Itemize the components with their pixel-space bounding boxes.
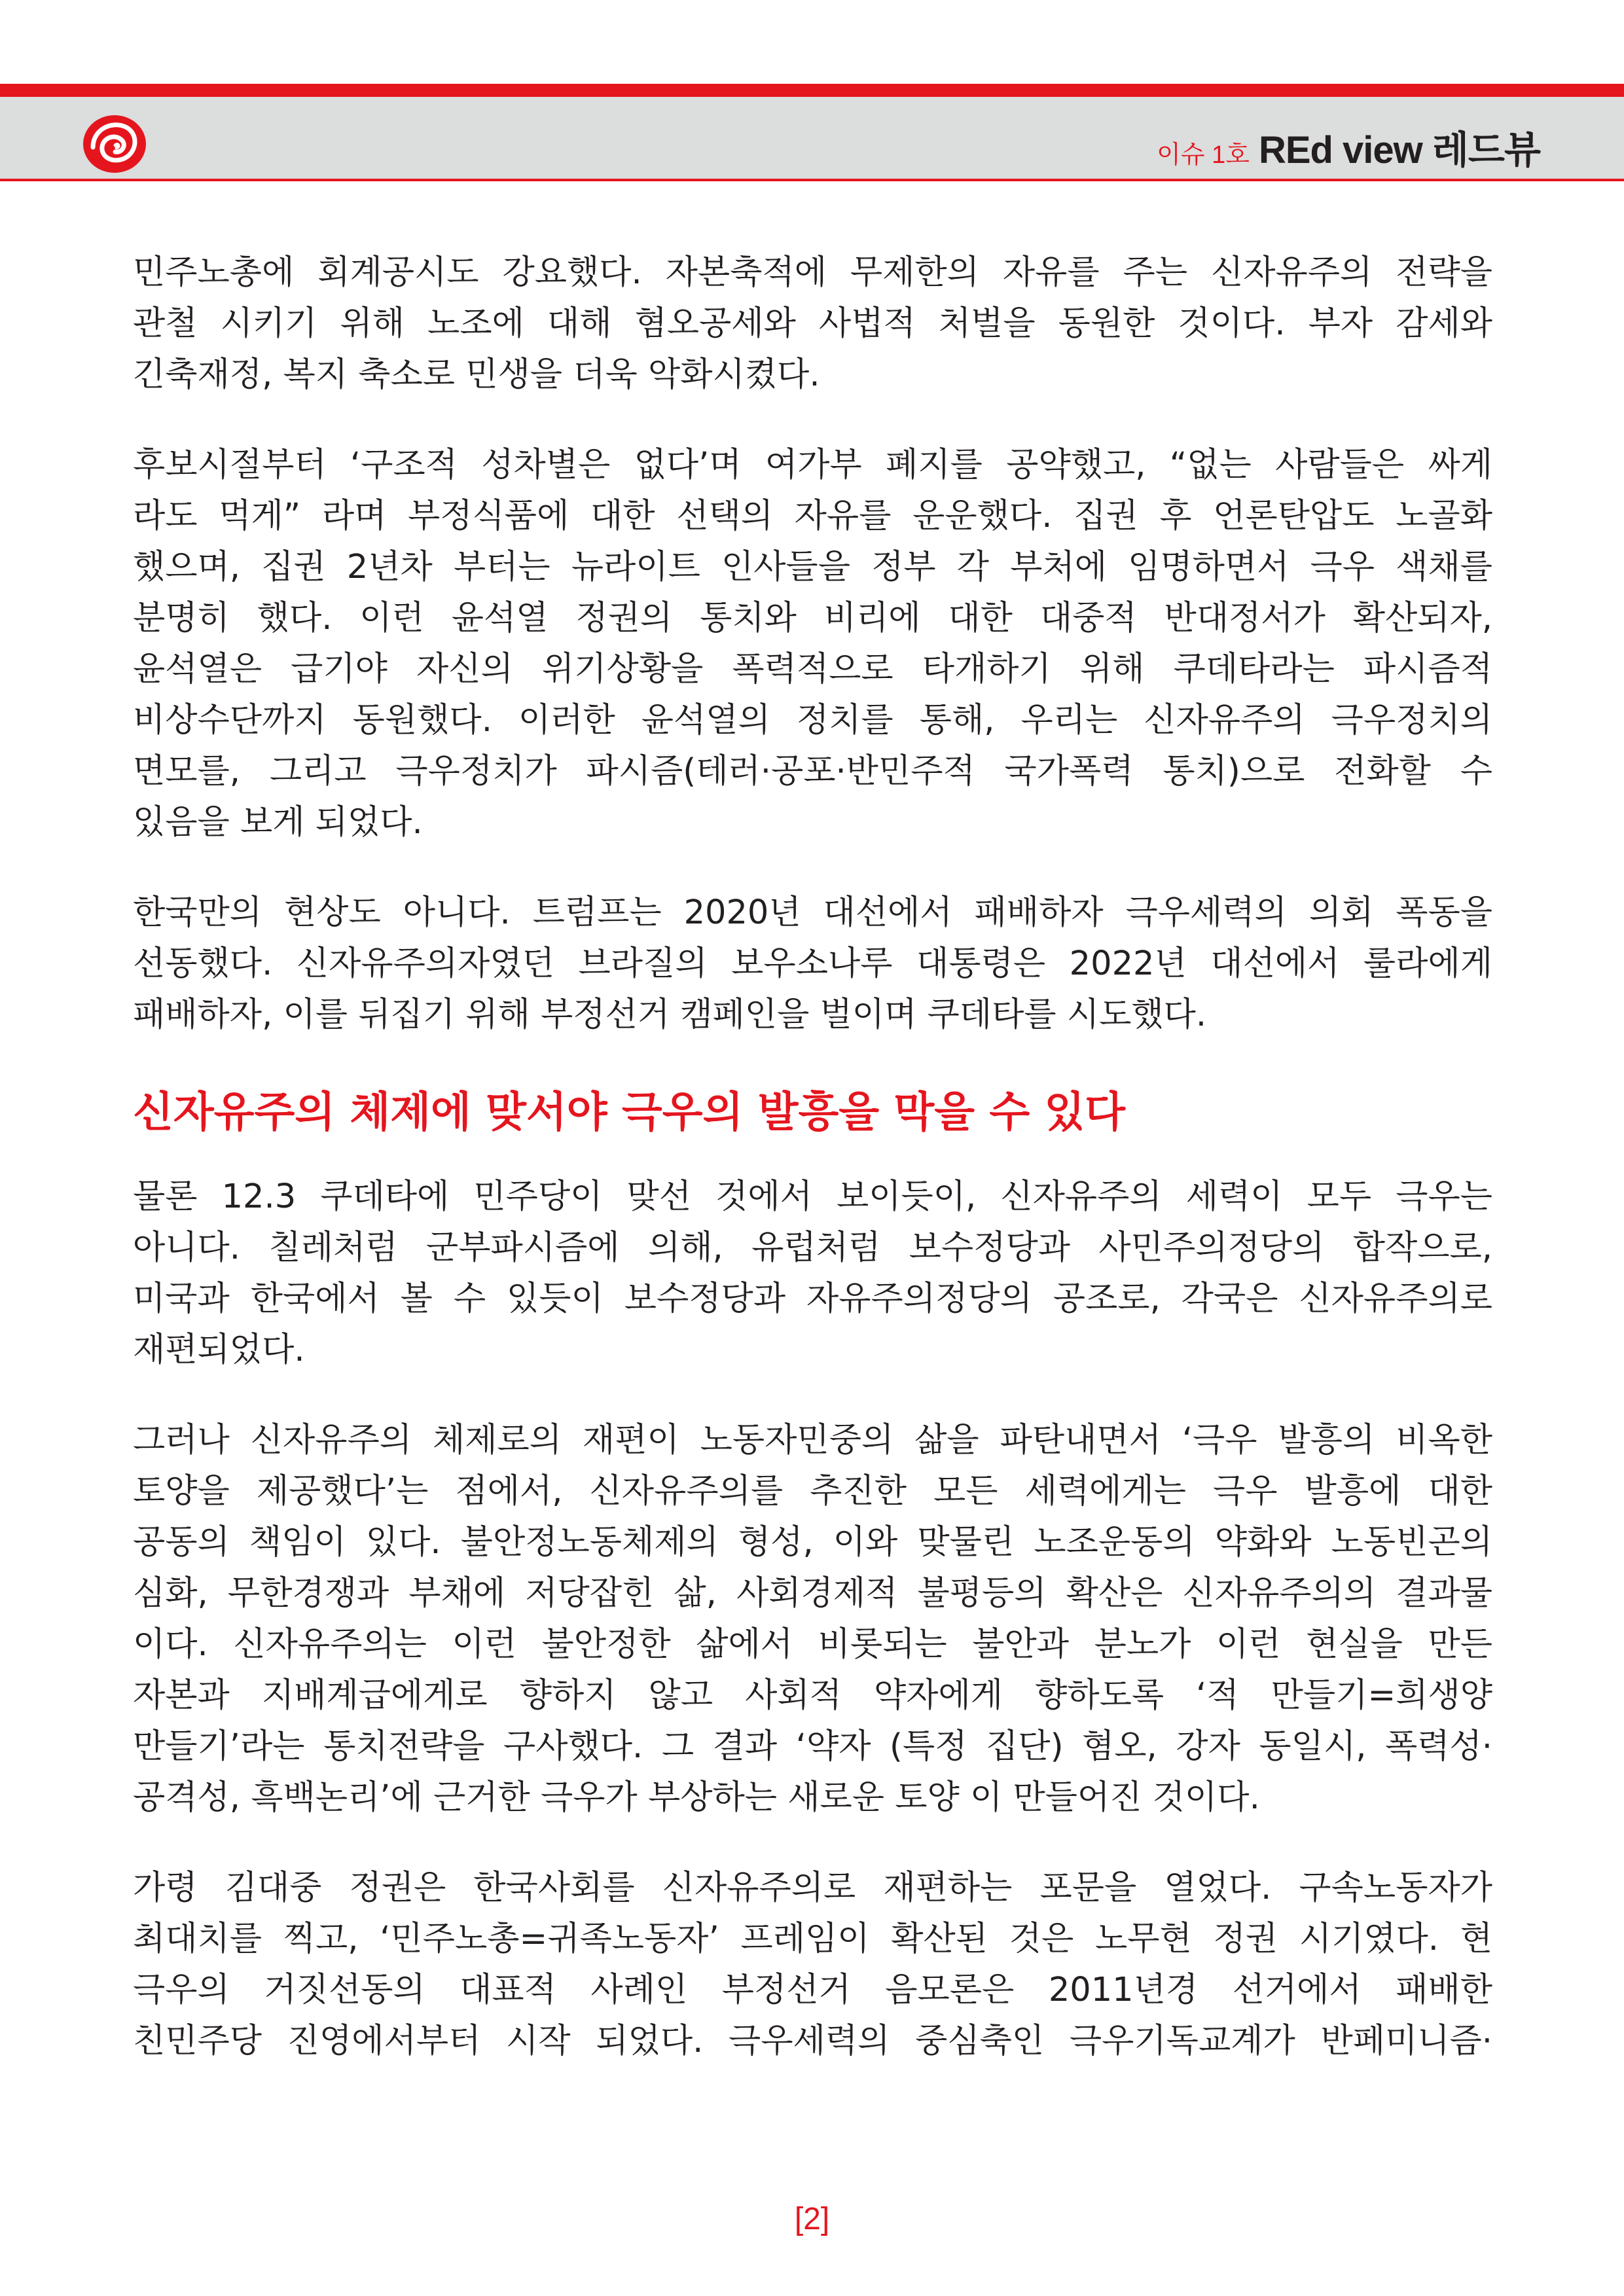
- page-number: [2]: [794, 2202, 830, 2236]
- text-line: 극우의 거짓선동의 대표적 사례인 부정선거 음모론은 2011년경 선거에서 패배한: [133, 1971, 1492, 2009]
- red-rose-icon: [79, 111, 151, 177]
- header-divider: [0, 179, 1624, 181]
- header-accent-bar: [0, 84, 1624, 97]
- text-line: 친민주당 진영에서부터 시작 되었다. 극우세력의 중심축인 극우기독교계가 반페미니즘·: [133, 2022, 1492, 2060]
- paragraph: [133, 1172, 1492, 1376]
- paragraph: [133, 1415, 1492, 1823]
- text-line: 후보시절부터 ‘구조적 성차별은 없다’며 여가부 폐지를 공약했고, “없는 사람들은 싸게: [133, 446, 1492, 484]
- text-line: 민주노총에 회계공시도 강요했다. 자본축적에 무제한의 자유를 주는 신자유주의 전략을: [133, 253, 1492, 292]
- text-line: 이다. 신자유주의는 이런 불안정한 삶에서 비롯되는 불안과 분노가 이런 현실을 만든: [133, 1625, 1492, 1664]
- text-line: 했으며, 집권 2년차 부터는 뉴라이트 인사들을 정부 각 부처에 임명하면서 극우 색채를: [133, 548, 1492, 586]
- article-body: [133, 247, 1492, 2106]
- issue-label: [1157, 119, 1540, 171]
- text-line: 패배하자, 이를 뒤집기 위해 부정선거 캠페인을 벌이며 쿠데타를 시도했다.: [133, 996, 1207, 1034]
- text-line: 재편되었다.: [133, 1331, 305, 1369]
- text-line: 그러나 신자유주의 체제로의 재편이 노동자민중의 삶을 파탄내면서 ‘극우 발흥의 비옥한: [133, 1421, 1492, 1460]
- text-line: 라도 먹게” 라며 부정식품에 대한 선택의 자유를 운운했다. 집권 후 언론탄압도 노골화: [133, 497, 1492, 535]
- text-line: 분명히 했다. 이런 윤석열 정권의 통치와 비리에 대한 대중적 반대정서가 확산되자,: [133, 599, 1492, 637]
- text-line: 심화, 무한경쟁과 부채에 저당잡힌 삶, 사회경제적 불평등의 확산은 신자유주의의 결과물: [133, 1574, 1492, 1613]
- text-line: 공격성, 흑백논리’에 근거한 극우가 부상하는 새로운 토양 이 만들어진 것이다.: [133, 1778, 1260, 1817]
- paragraph: [133, 440, 1492, 848]
- paragraph: [133, 1863, 1492, 2067]
- text-line: 선동했다. 신자유주의자였던 브라질의 보우소나루 대통령은 2022년 대선에서 룰라에게: [133, 944, 1492, 983]
- paragraph: [133, 247, 1492, 401]
- text-line: 자본과 지배계급에게로 향하지 않고 사회적 약자에게 향하도록 ‘적 만들기=희생양: [133, 1676, 1492, 1715]
- paragraph: [133, 888, 1492, 1041]
- section-heading: 신자유주의 체제에 맞서야 극우의 발흥을 막을 수 있다: [133, 1088, 1126, 1137]
- text-line: 최대치를 찍고, ‘민주노총=귀족노동자’ 프레임이 확산된 것은 노무현 정권 시기였다. 현: [133, 1920, 1492, 1958]
- text-line: 한국만의 현상도 아니다. 트럼프는 2020년 대선에서 패배하자 극우세력의 의회 폭동을: [133, 893, 1492, 932]
- text-line: 가령 김대중 정권은 한국사회를 신자유주의로 재편하는 포문을 열었다. 구속노동자가: [133, 1869, 1492, 1907]
- text-line: 비상수단까지 동원했다. 이러한 윤석열의 정치를 통해, 우리는 신자유주의 극우정치의: [133, 701, 1492, 740]
- text-line: 공동의 책임이 있다. 불안정노동체제의 형성, 이와 맞물린 노조운동의 약화와 노동빈곤의: [133, 1523, 1492, 1562]
- text-line: 만들기’라는 통치전략을 구사했다. 그 결과 ‘약자 (특정 집단) 혐오, 강자 동일시, 폭력성·: [133, 1727, 1492, 1766]
- text-line: 긴축재정, 복지 축소로 민생을 더욱 악화시켰다.: [133, 355, 820, 394]
- text-line: 있음을 보게 되었다.: [133, 803, 423, 842]
- issue-number: 이슈 1호: [1157, 141, 1250, 169]
- text-line: 관철 시키기 위해 노조에 대해 혐오공세와 사법적 처벌을 동원한 것이다. 부자 감세와: [133, 304, 1492, 343]
- text-line: 미국과 한국에서 볼 수 있듯이 보수정당과 자유주의정당의 공조로, 각국은 신자유주의로: [133, 1280, 1492, 1318]
- text-line: 아니다. 칠레처럼 군부파시즘에 의해, 유럽처럼 보수정당과 사민주의정당의 합작으로,: [133, 1229, 1492, 1267]
- text-line: 토양을 제공했다’는 점에서, 신자유주의를 추진한 모든 세력에게는 극우 발흥에 대한: [133, 1472, 1492, 1511]
- publication-title: REd view 레드뷰: [1258, 129, 1540, 171]
- text-line: 물론 12.3 쿠데타에 민주당이 맞선 것에서 보이듯이, 신자유주의 세력이 모두 극우는: [133, 1177, 1492, 1216]
- text-line: 면모를, 그리고 극우정치가 파시즘(테러·공포·반민주적 국가폭력 통치)으로 전화할 수: [133, 752, 1492, 791]
- text-line: 윤석열은 급기야 자신의 위기상황을 폭력적으로 타개하기 위해 쿠데타라는 파시즘적: [133, 650, 1492, 689]
